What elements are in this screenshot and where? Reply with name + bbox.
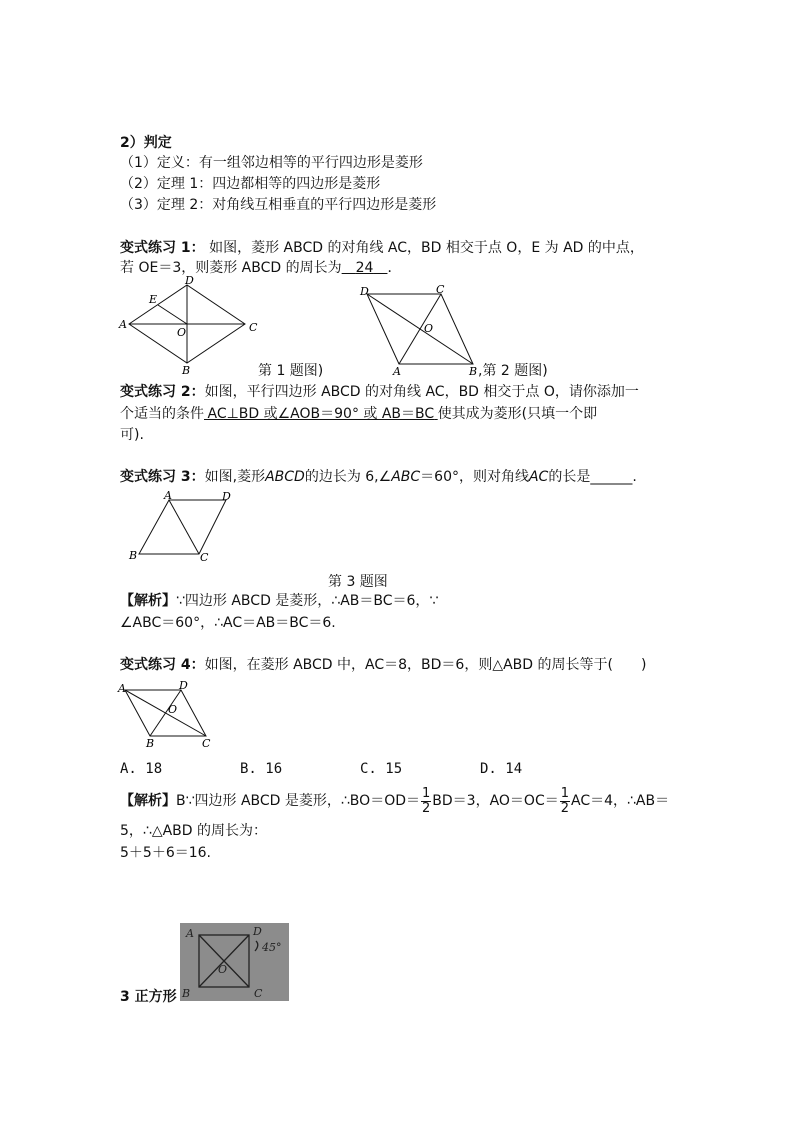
exercise-2-question: 个适当的条件: [120, 406, 204, 422]
exercise-3-analysis-text: ∵四边形 ABCD 是菱形，∴AB＝BC＝6，∵: [176, 593, 439, 609]
photo-label-angle: 45°: [262, 941, 282, 954]
figure-3-label-a: A: [164, 489, 172, 502]
exercise-1-line-2: [120, 259, 401, 277]
figure-3-caption: 第 3 题图: [328, 574, 388, 590]
fraction-one-half-2: $\frac{1}{2}$: [560, 785, 569, 816]
option-c: C. 15: [360, 761, 403, 777]
section-3-title: 3 正方形: [120, 989, 177, 1005]
definition-item-3: （3）定理 2：对角线互相垂直的平行四边形是菱形: [120, 197, 437, 213]
figure-1-label-a: A: [119, 318, 127, 331]
exercise-4-analysis-line-2: 5，∴△ABD 的周长为：: [120, 823, 267, 839]
exercise-4-analysis-text-c: AC＝4，∴AB＝: [571, 793, 670, 809]
figure-1-label-b: B: [182, 364, 191, 376]
figure-3-label-d: D: [222, 490, 231, 503]
exercise-3-line-1: [120, 468, 637, 486]
figure-2-label-o: O: [424, 322, 434, 335]
section-2-title: 2）判定: [120, 135, 172, 151]
photo-label-c: C: [254, 987, 263, 1000]
exercise-1-label: 变式练习 1：: [120, 240, 205, 256]
exercise-4-analysis-line-1: [120, 786, 669, 816]
figure-2-label-b: B: [469, 365, 478, 377]
exercise-2-end: 使其成为菱形(只填一个即: [437, 406, 598, 422]
exercise-4-analysis-text-a: B∵四边形 ABCD 是菱形，∴BO＝OD＝: [176, 793, 420, 809]
figure-2-label-d: D: [360, 285, 369, 298]
figure-4-label-o: O: [168, 703, 178, 716]
exercise-3-label: 变式练习 3：: [120, 469, 205, 485]
option-a: A. 18: [120, 761, 163, 777]
exercise-4-label: 变式练习 4：: [120, 657, 205, 673]
exercise-1-line-1: [120, 239, 644, 257]
figure-4-rhombus: [115, 678, 220, 753]
figure-2-caption: ,第 2 题图): [478, 363, 548, 379]
fraction-one-half-1: $\frac{1}{2}$: [422, 785, 431, 816]
exercise-2-line-1: [120, 383, 639, 401]
exercise-4-analysis-line-3: 5＋5＋6＝16.: [120, 845, 211, 861]
figure-2-label-c: C: [436, 283, 445, 296]
figure-4-label-b: B: [146, 737, 155, 750]
exercise-3-end: .: [632, 469, 637, 485]
figure-4-label-d: D: [179, 679, 188, 692]
figure-1-label-e: E: [149, 293, 158, 306]
exercise-4-line-1: [120, 656, 646, 674]
photo-label-a: A: [186, 927, 194, 940]
photo-label-o: O: [218, 963, 228, 976]
exercise-1-question: 若 OE＝3，则菱形 ABCD 的周长为: [120, 260, 342, 276]
exercise-3-text-d: 的长是: [548, 469, 591, 485]
definition-item-1: （1）定义：有一组邻边相等的平行四边形是菱形: [120, 155, 423, 171]
figure-2-label-a: A: [393, 365, 401, 377]
exercise-3-analysis-label: 【解析】: [120, 593, 176, 609]
photo-label-d: D: [253, 925, 262, 938]
figure-1-rhombus: [115, 276, 260, 376]
exercise-1-end: ．: [387, 260, 402, 276]
figure-4-label-a: A: [118, 682, 126, 695]
exercise-3-abcd: ABCD: [265, 469, 305, 485]
exercise-3-text-c: ＝60°，则对角线: [420, 469, 529, 485]
definition-item-2: （2）定理 1：四边都相等的四边形是菱形: [120, 176, 381, 192]
exercise-4-analysis-text-b: BD＝3，AO＝OC＝: [432, 793, 559, 809]
figure-3-label-c: C: [200, 551, 209, 563]
figure-2-parallelogram: [355, 282, 485, 377]
figure-3-diagonal-ac: [169, 500, 199, 554]
exercise-3-analysis-line-1: [120, 592, 438, 610]
exercise-4-analysis-label: 【解析】: [120, 793, 176, 809]
figure-1-label-c: C: [249, 321, 258, 334]
photo-label-b: B: [182, 987, 191, 1000]
square-photo: [180, 923, 289, 1001]
exercise-2-label: 变式练习 2：: [120, 384, 205, 400]
exercise-2-answer: AC⊥BD 或∠AOB＝90° 或 AB＝BC: [207, 406, 435, 422]
figure-3-shape: [139, 500, 226, 554]
exercise-2-line-3: 可).: [120, 427, 144, 443]
exercise-3-text-a: 如图,菱形: [204, 469, 266, 485]
figure-4-label-c: C: [202, 737, 211, 750]
exercise-2-line-2: [120, 405, 597, 423]
figure-1-segment-oe: [158, 305, 187, 324]
figure-3-label-b: B: [129, 549, 138, 562]
exercise-3-analysis-line-2: ∠ABC＝60°，∴AC＝AB＝BC＝6.: [120, 615, 336, 631]
figure-1-label-d: D: [185, 276, 194, 287]
figure-1-caption: 第 1 题图): [258, 363, 324, 379]
option-d: D. 14: [480, 761, 523, 777]
figure-2-diagonal-ac: [399, 294, 441, 364]
option-b: B. 16: [240, 761, 283, 777]
exercise-1-answer: 24: [355, 260, 374, 276]
exercise-3-blank: ______: [590, 469, 633, 485]
figure-1-label-o: O: [177, 326, 187, 339]
exercise-1-text: 如图，菱形 ABCD 的对角线 AC，BD 相交于点 O，E 为 AD 的中点，: [204, 240, 644, 256]
exercise-3-ac: AC: [528, 469, 549, 485]
exercise-2-text: 如图，平行四边形 ABCD 的对角线 AC，BD 相交于点 O，请你添加一: [204, 384, 639, 400]
figure-3-rhombus: [122, 488, 242, 563]
exercise-3-text-b: 的边长为 6,∠: [304, 469, 392, 485]
exercise-3-abc: ABC: [391, 469, 421, 485]
exercise-4-text: 如图，在菱形 ABCD 中，AC＝8，BD＝6，则△ABD 的周长等于( ): [204, 657, 647, 673]
